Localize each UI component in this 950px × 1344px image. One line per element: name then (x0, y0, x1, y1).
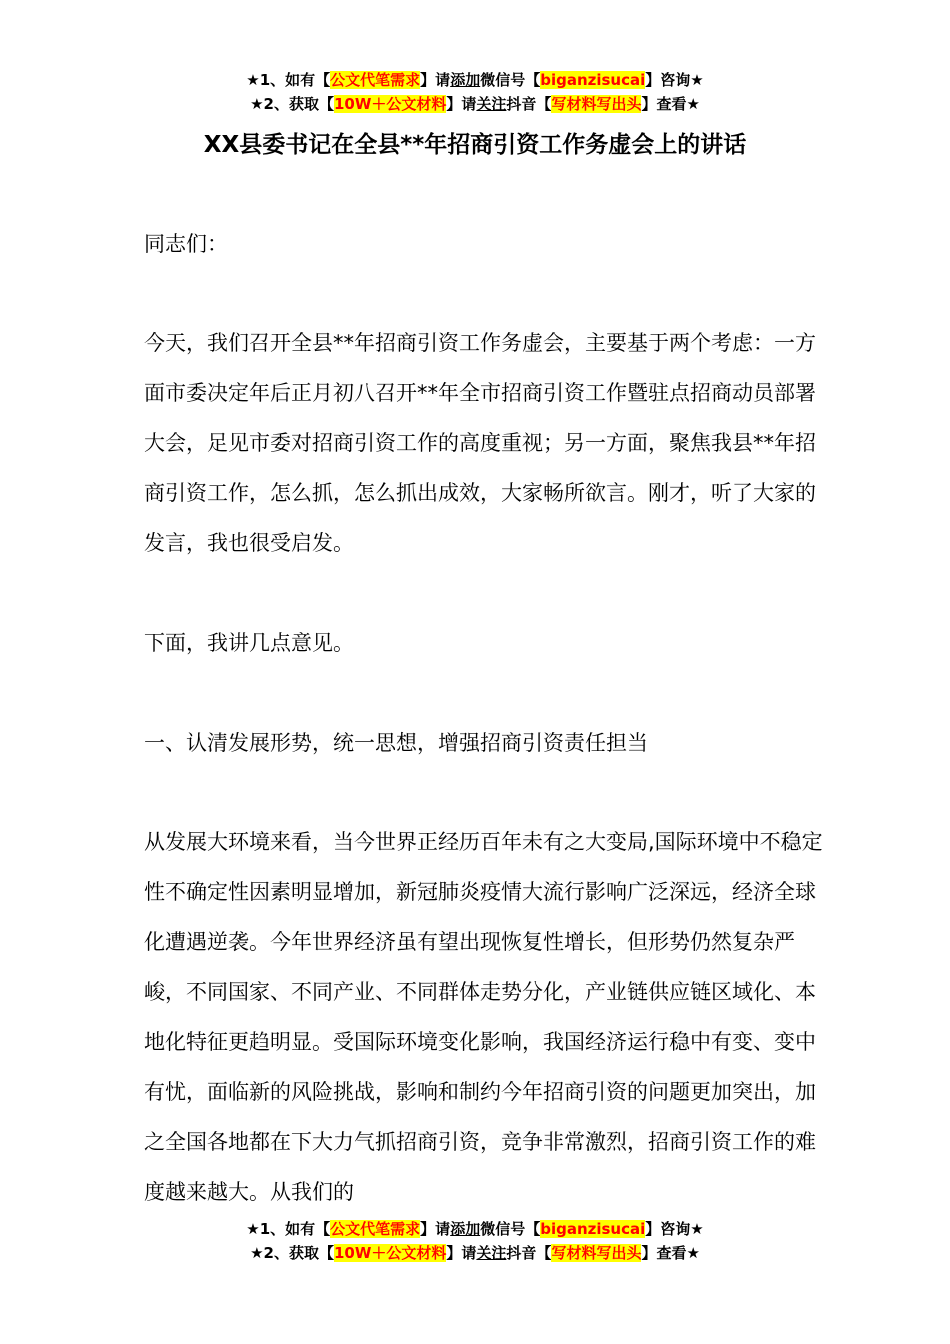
promo-highlight: 10W＋公文材料 (333, 1244, 447, 1262)
paragraph-1: 今天，我们召开全县**年招商引资工作务虚会，主要基于两个考虑：一方面市委决定年后正月初八召开**年全市招商引资工作暨驻点招商动员部署大会，足见市委对招商引资工作的高度重视；另一方面，聚焦我县**年招商引资工作，怎么抓，怎么抓出成效，大家畅所欲言。刚才，听了大家的发言，我也很受启发。 (144, 331, 816, 555)
promo-highlight: 10W＋公文材料 (333, 95, 447, 113)
promo-line-1: ★1、如有【公文代笔需求】请添加微信号【biganzisucai】咨询★ (246, 1220, 704, 1238)
promo-highlight: biganzisucai (540, 71, 646, 89)
promo-highlight: 公文代笔需求 (330, 71, 421, 89)
paragraph-3: 从发展大环境来看，当今世界正经历百年未有之大变局,国际环境中不稳定性不确定性因素明显增加，新冠肺炎疫情大流行影响广泛深远，经济全球化遭遇逆袭。今年世界经济虽有望出现恢复性增长，但形势仍然复杂严峻，不同国家、不同产业、不同群体走势分化，产业链供应链区域化、本地化特征更趋明显。受国际环境变化影响，我国经济运行稳中有变、变中有忧，面临新的风险挑战，影响和制约今年招商引资的问题更加突出，加之全国各地都在下大力气抓招商引资，竞争非常激烈，招商引资工作的难度越来越大。从我们的 (144, 830, 823, 1204)
promo-banner-top (0, 68, 950, 116)
section-heading-1: 一、认清发展形势，统一思想，增强招商引资责任担当 (144, 731, 648, 755)
promo-highlight: 公文代笔需求 (330, 1220, 421, 1238)
greeting: 同志们： (144, 232, 228, 256)
promo-highlight: biganzisucai (540, 1220, 646, 1238)
promo-banner-bottom (0, 1217, 950, 1265)
promo-highlight: 写材料写出头 (551, 1244, 642, 1262)
promo-highlight: 写材料写出头 (551, 95, 642, 113)
paragraph-2: 下面，我讲几点意见。 (144, 631, 354, 655)
promo-line-1: ★1、如有【公文代笔需求】请添加微信号【biganzisucai】咨询★ (246, 71, 704, 89)
document-title: XX县委书记在全县**年招商引资工作务虚会上的讲话 (203, 132, 747, 158)
promo-line-2: ★2、获取【10W＋公文材料】请关注抖音【写材料写出头】查看★ (250, 1244, 700, 1262)
promo-line-2: ★2、获取【10W＋公文材料】请关注抖音【写材料写出头】查看★ (250, 95, 700, 113)
